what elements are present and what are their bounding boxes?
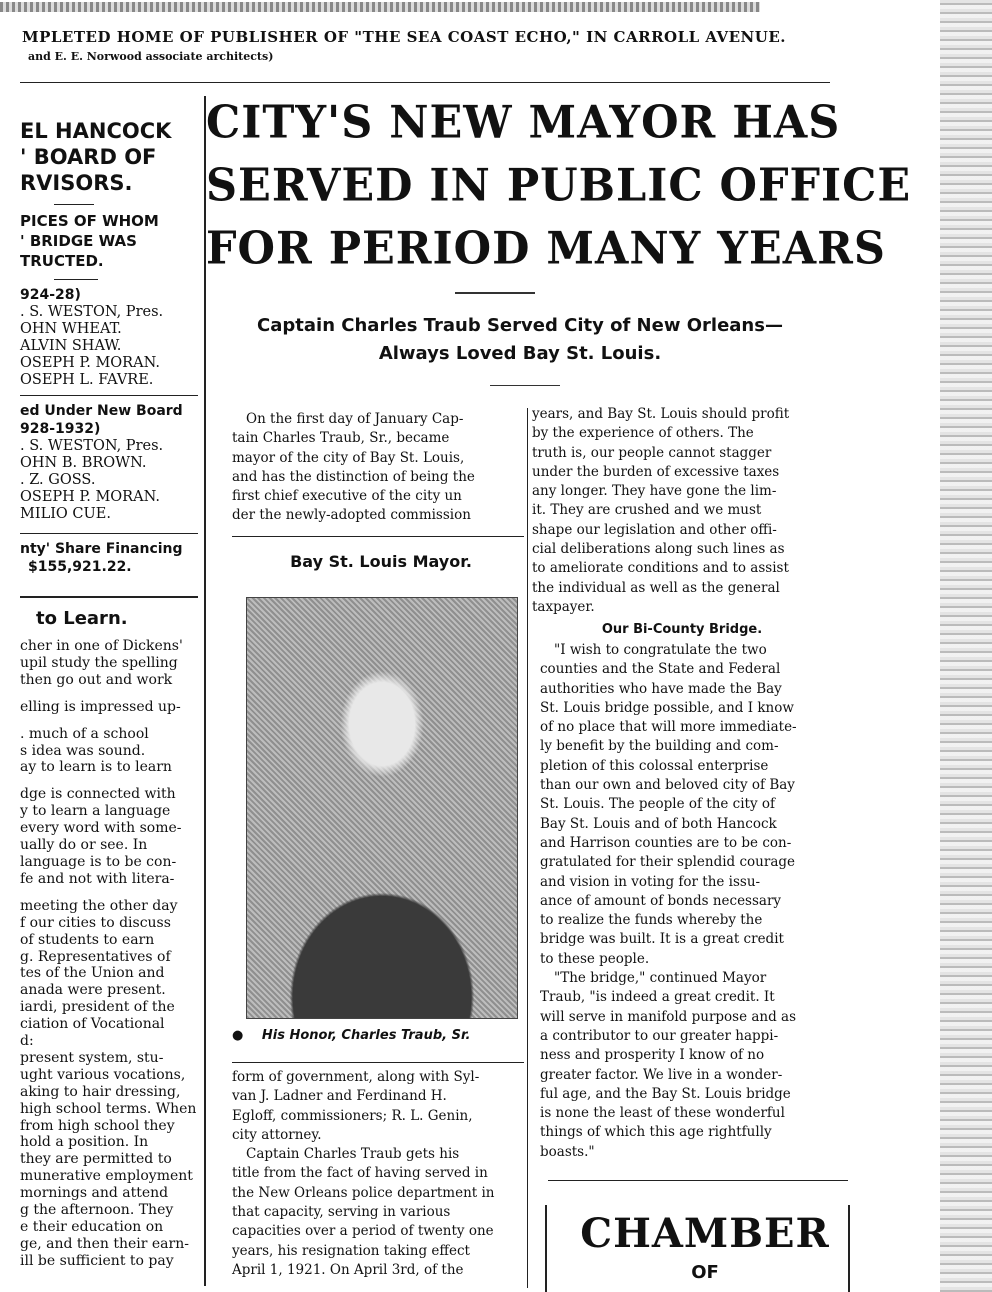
chamber-heading: CHAMBER [580,1210,830,1257]
learn-divider [20,596,198,598]
term2-names: . S. WESTON, Pres. OHN B. BROWN. . Z. GOSS. OSEPH P. MORAN. MILIO CUE. [20,438,164,522]
heading-divider [54,204,94,205]
term1-label: 924-28) [20,287,81,303]
deck-divider [490,385,560,386]
board-subheading: PICES OF WHOM ' BRIDGE WAS TRUCTED. [20,212,159,270]
term1-names: . S. WESTON, Pres. OHN WHEAT. ALVIN SHAW. OSEPH P. MORAN. OSEPH L. FAVRE. [20,304,164,388]
top-border-rule [0,2,760,12]
photo-caption-architects: and E. E. Norwood associate architects) [28,50,274,63]
photo-caption: ● His Honor, Charles Traub, Sr. [232,1028,471,1043]
chamber-rule-right [848,1205,850,1292]
chamber-rule-left [545,1205,547,1292]
photo-title: Bay St. Louis Mayor. [290,552,472,571]
learn-heading: to Learn. [36,608,128,629]
scan-edge-texture [940,0,992,1292]
col3-end-rule [548,1180,848,1181]
article-col2-bottom: form of government, along with Syl- van J. Ladner and Ferdinand H. Egloff, commissioners; R. L. Genin, city attorney. Captain Charles Traub gets his title from the fact of having served in the New Orleans police department in that capacity, serving in various capacities over a period of twenty one years, his resignation taking effect April 1, 1921. On April 3rd, of the [232,1069,495,1278]
caption-rule [20,82,830,83]
article-col3-bottom: "I wish to congratulate the two counties and the State and Federal authorities who have made the Bay St. Louis bridge possible, and I know of no place that will more immediate- ly benefit by the building and com- pletion of this colossal enterprise than our own and beloved city of Bay St. Louis. The people of the city of Bay St. Louis and of both Hancock and Harrison counties are to be con- gratulated for their splendid courage and vision in voting for the issu- ance of amount of bonds necessary to realize the funds whereby the bridge was built. It is a great credit to these people. "The bridge," continued Mayor Traub, "is indeed a great credit. It will serve in manifold purpose and as a contributor to our greater happi- ness and prosperity I know of no greater factor. We live in a wonder- ful age, and the Bay St. Louis bridge is none the least of these wonderful things of which this age rightfully boasts." [540,642,797,1160]
bullet-icon: ● [232,1028,248,1043]
bridge-subhead: Our Bi-County Bridge. [601,622,763,637]
headline-divider [455,292,535,294]
subheading-divider [54,279,98,280]
column-rule-middle [527,408,528,1288]
article-col2-top: On the first day of January Cap- tain Charles Traub, Sr., became mayor of the city of Bay St. Louis, and has the distinction of being the first chief executive of the city un der the newly-adopted commission [232,411,475,524]
photo-bottom-rule [232,1062,524,1063]
board-heading: EL HANCOCK ' BOARD OF RVISORS. [20,119,172,195]
financing-divider [20,533,198,534]
term-divider [20,395,198,396]
chamber-of: OF [691,1262,719,1283]
financing: nty' Share Financing $155,921.22. [20,541,183,575]
term2-label: ed Under New Board 928-1932) [20,403,183,437]
article-col3-top: years, and Bay St. Louis should profit by the experience of others. The truth is, our people cannot stagger under the burden of excessive taxes any longer. They have gone the lim- it. They are crushed and we must shape our legislation and other offi- cial deliberations along such lines as to ameliorate conditions and to assist the individual as well as the general taxpayer. [532,406,790,615]
deck-subheadline: Captain Charles Traub Served City of New Orleans— Always Loved Bay St. Louis. [257,315,783,364]
left-column [20,118,198,1270]
photo-caption-top: MPLETED HOME OF PUBLISHER OF "THE SEA COAST ECHO," IN CARROLL AVENUE. [22,28,786,46]
learn-body: cher in one of Dickens' upil study the spelling then go out and work elling is impressed up- . much of a school s idea was sound. ay to learn is to learn dge is connected with y to learn a language every word with some- ually do or see. In language is to be con- fe and not with litera- meeting the other day f our cities to discuss of students to earn g. Representatives of tes of the Union and anada were present. iardi, president of the ciation of Vocational d: present system, stu- ught various vocations, aking to hair dressing, high school terms. When from high school they hold a position. In they are permitted to munerative employment mornings and attend g the afternoon. They e their education on ge, and then their earn- ill be sufficient to pay [20,638,197,1269]
mayor-portrait-photo [246,597,518,1019]
main-headline: CITY'S NEW MAYOR HAS SERVED IN PUBLIC OFFICE FOR PERIOD MANY YEARS [206,96,912,276]
photo-top-rule [232,536,524,537]
